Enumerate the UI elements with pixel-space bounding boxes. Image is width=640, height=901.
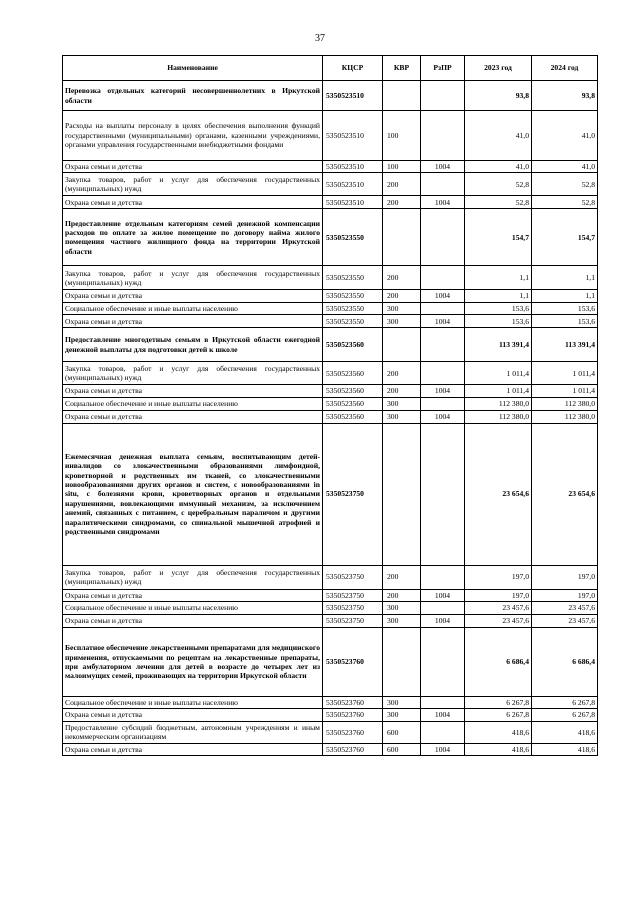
- row-value-2024: 6 267,8: [532, 697, 598, 709]
- row-kvr: 200: [383, 266, 421, 290]
- row-name: Закупка товаров, работ и услуг для обеспечения государственных (муниципальных) нужд: [63, 565, 323, 589]
- row-value-2024: 197,0: [532, 589, 598, 601]
- row-kvr: 100: [383, 161, 421, 173]
- row-value-2023: 41,0: [465, 161, 532, 173]
- row-kcsr: 5350523560: [323, 362, 383, 385]
- table-row: [63, 302, 598, 314]
- table-row: [63, 410, 598, 423]
- row-kvr: 600: [383, 743, 421, 755]
- row-name: Закупка товаров, работ и услуг для обеспечения государственных (муниципальных) нужд: [63, 362, 323, 385]
- row-kvr: 300: [383, 709, 421, 721]
- row-kcsr: 5350523750: [323, 615, 383, 628]
- row-kvr: 300: [383, 302, 421, 314]
- row-name: Предоставление отдельным категориям семей денежной компенсации расходов по оплате за жилое помещение по договору найма жилого помещения частного жилищного фонда на территории Иркутской области: [63, 209, 323, 266]
- row-name: Закупка товаров, работ и услуг для обеспечения государственных (муниципальных) нужд: [63, 266, 323, 290]
- row-value-2024: 418,6: [532, 743, 598, 755]
- row-value-2024: 418,6: [532, 721, 598, 743]
- row-value-2024: 41,0: [532, 111, 598, 161]
- row-value-2023: 418,6: [465, 721, 532, 743]
- table-row: [63, 328, 598, 362]
- row-kcsr: 5350523510: [323, 111, 383, 161]
- row-name: Охрана семьи и детства: [63, 615, 323, 628]
- row-kcsr: 5350523750: [323, 423, 383, 565]
- row-name: Ежемесячная денежная выплата семьям, воспитывающим детей-инвалидов со злокачественными образованиями лимфоидной, кроветворной и родственных им тканей, со злокачественными новообразованиями других органов и систем, с новообразованиями in situ, с болезнями крови, кроветворных органов и отдельными нарушениями, вовлекающими иммунный механизм, за исключением анемий, связанных с питанием, с церебральным параличом и другими паралитическими синдромами, со спинальной мышечной атрофией и родственными синдромами: [63, 423, 323, 565]
- table-row: [63, 709, 598, 721]
- row-kvr: 200: [383, 385, 421, 397]
- row-value-2023: 197,0: [465, 589, 532, 601]
- row-value-2024: 153,6: [532, 315, 598, 328]
- table-row: [63, 315, 598, 328]
- row-value-2024: 52,8: [532, 196, 598, 209]
- row-rzpr: 1004: [421, 385, 465, 397]
- row-rzpr: 1004: [421, 709, 465, 721]
- row-name: Охрана семьи и детства: [63, 315, 323, 328]
- table-row: [63, 290, 598, 302]
- table-row: [63, 362, 598, 385]
- row-kvr: 100: [383, 111, 421, 161]
- row-kcsr: 5350523560: [323, 410, 383, 423]
- table-row: [63, 589, 598, 601]
- table-row: [63, 697, 598, 709]
- header-2024: 2024 год: [532, 56, 598, 81]
- row-value-2023: 6 686,4: [465, 628, 532, 697]
- row-rzpr: [421, 328, 465, 362]
- row-value-2024: 93,8: [532, 81, 598, 111]
- row-kvr: 200: [383, 565, 421, 589]
- row-value-2024: 113 391,4: [532, 328, 598, 362]
- row-kvr: [383, 628, 421, 697]
- row-kcsr: 5350523760: [323, 743, 383, 755]
- row-kvr: 200: [383, 362, 421, 385]
- row-name: Расходы на выплаты персоналу в целях обеспечения выполнения функций государственными (муниципальными) органами, казенными учреждениями, органами управления государственными внебюджетными фондами: [63, 111, 323, 161]
- row-kvr: [383, 423, 421, 565]
- row-name: Охрана семьи и детства: [63, 196, 323, 209]
- row-value-2024: 112 380,0: [532, 410, 598, 423]
- row-name: Охрана семьи и детства: [63, 410, 323, 423]
- row-value-2023: 1 011,4: [465, 362, 532, 385]
- table-body: [63, 81, 598, 756]
- row-name: Социальное обеспечение и иные выплаты населению: [63, 302, 323, 314]
- table-row: [63, 81, 598, 111]
- row-rzpr: [421, 602, 465, 615]
- row-kcsr: 5350523510: [323, 196, 383, 209]
- row-name: Предоставление многодетным семьям в Иркутской области ежегодной денежной выплаты для подготовки детей к школе: [63, 328, 323, 362]
- row-name: Охрана семьи и детства: [63, 290, 323, 302]
- table-row: [63, 173, 598, 196]
- row-rzpr: [421, 111, 465, 161]
- row-name: Охрана семьи и детства: [63, 589, 323, 601]
- row-value-2023: 52,8: [465, 173, 532, 196]
- row-value-2023: 1,1: [465, 266, 532, 290]
- row-kcsr: 5350523550: [323, 266, 383, 290]
- row-value-2023: 93,8: [465, 81, 532, 111]
- budget-table: [62, 55, 598, 756]
- row-kvr: [383, 81, 421, 111]
- row-kvr: [383, 209, 421, 266]
- row-kvr: 200: [383, 589, 421, 601]
- row-value-2024: 23 457,6: [532, 615, 598, 628]
- row-rzpr: [421, 173, 465, 196]
- row-name: Социальное обеспечение и иные выплаты населению: [63, 397, 323, 410]
- table-row: [63, 196, 598, 209]
- row-kcsr: 5350523550: [323, 302, 383, 314]
- table-row: [63, 743, 598, 755]
- row-kvr: 300: [383, 697, 421, 709]
- row-name: Охрана семьи и детства: [63, 709, 323, 721]
- row-name: Охрана семьи и детства: [63, 161, 323, 173]
- row-value-2023: 23 457,6: [465, 602, 532, 615]
- row-rzpr: 1004: [421, 410, 465, 423]
- row-value-2023: 418,6: [465, 743, 532, 755]
- row-value-2024: 154,7: [532, 209, 598, 266]
- row-value-2024: 1 011,4: [532, 385, 598, 397]
- row-value-2023: 113 391,4: [465, 328, 532, 362]
- row-value-2023: 52,8: [465, 196, 532, 209]
- row-kcsr: 5350523760: [323, 628, 383, 697]
- row-kcsr: 5350523510: [323, 81, 383, 111]
- table-row: [63, 111, 598, 161]
- row-kvr: 200: [383, 196, 421, 209]
- row-kcsr: 5350523550: [323, 290, 383, 302]
- row-rzpr: 1004: [421, 589, 465, 601]
- row-value-2023: 154,7: [465, 209, 532, 266]
- row-rzpr: [421, 697, 465, 709]
- row-value-2023: 112 380,0: [465, 410, 532, 423]
- row-rzpr: [421, 81, 465, 111]
- row-kcsr: 5350523760: [323, 697, 383, 709]
- row-name: Закупка товаров, работ и услуг для обеспечения государственных (муниципальных) нужд: [63, 173, 323, 196]
- row-value-2023: 153,6: [465, 302, 532, 314]
- row-name: Охрана семьи и детства: [63, 743, 323, 755]
- row-value-2024: 41,0: [532, 161, 598, 173]
- row-rzpr: [421, 423, 465, 565]
- row-rzpr: [421, 721, 465, 743]
- row-rzpr: [421, 397, 465, 410]
- row-value-2024: 197,0: [532, 565, 598, 589]
- row-value-2024: 23 457,6: [532, 602, 598, 615]
- row-kcsr: 5350523510: [323, 161, 383, 173]
- table-row: [63, 565, 598, 589]
- row-kcsr: 5350523560: [323, 397, 383, 410]
- row-rzpr: [421, 628, 465, 697]
- table-row: [63, 423, 598, 565]
- table-row: [63, 615, 598, 628]
- row-rzpr: 1004: [421, 615, 465, 628]
- row-value-2023: 1 011,4: [465, 385, 532, 397]
- row-kcsr: 5350523560: [323, 328, 383, 362]
- row-value-2023: 23 654,6: [465, 423, 532, 565]
- row-value-2023: 197,0: [465, 565, 532, 589]
- table-row: [63, 397, 598, 410]
- row-value-2024: 112 380,0: [532, 397, 598, 410]
- row-rzpr: [421, 209, 465, 266]
- table-row: [63, 209, 598, 266]
- row-kcsr: 5350523550: [323, 209, 383, 266]
- row-value-2023: 6 267,8: [465, 709, 532, 721]
- table-row: [63, 721, 598, 743]
- header-2023: 2023 год: [465, 56, 532, 81]
- row-kcsr: 5350523750: [323, 602, 383, 615]
- table-row: [63, 161, 598, 173]
- header-rzpr: РзПР: [421, 56, 465, 81]
- table-row: [63, 266, 598, 290]
- row-value-2024: 6 686,4: [532, 628, 598, 697]
- table-header-row: [63, 56, 598, 81]
- row-kvr: 200: [383, 173, 421, 196]
- row-rzpr: [421, 266, 465, 290]
- table-row: [63, 628, 598, 697]
- row-value-2024: 1 011,4: [532, 362, 598, 385]
- row-value-2023: 112 380,0: [465, 397, 532, 410]
- row-kcsr: 5350523750: [323, 565, 383, 589]
- row-rzpr: [421, 565, 465, 589]
- row-kvr: 200: [383, 290, 421, 302]
- row-value-2024: 153,6: [532, 302, 598, 314]
- row-name: Социальное обеспечение и иные выплаты населению: [63, 602, 323, 615]
- row-value-2023: 1,1: [465, 290, 532, 302]
- header-name: Наименование: [63, 56, 323, 81]
- row-name: Перевозка отдельных категорий несовершеннолетних в Иркутской области: [63, 81, 323, 111]
- row-value-2024: 6 267,8: [532, 709, 598, 721]
- row-name: Предоставление субсидий бюджетным, автономным учреждениям и иным некоммерческим организациям: [63, 721, 323, 743]
- row-name: Социальное обеспечение и иные выплаты населению: [63, 697, 323, 709]
- row-value-2024: 23 654,6: [532, 423, 598, 565]
- row-kcsr: 5350523760: [323, 721, 383, 743]
- table-row: [63, 602, 598, 615]
- page-number: 37: [315, 33, 325, 44]
- row-value-2024: 1,1: [532, 266, 598, 290]
- row-kvr: 300: [383, 315, 421, 328]
- row-rzpr: 1004: [421, 290, 465, 302]
- row-value-2023: 153,6: [465, 315, 532, 328]
- row-kcsr: 5350523510: [323, 173, 383, 196]
- table-row: [63, 385, 598, 397]
- row-name: Бесплатное обеспечение лекарственными препаратами для медицинского применения, отпускаемыми по рецептам на лекарственные препараты, при амбулаторном лечении для детей в возрасте до четырех лет из малоимущих семей, проживающих на территории Иркутской области: [63, 628, 323, 697]
- row-rzpr: 1004: [421, 743, 465, 755]
- row-value-2023: 41,0: [465, 111, 532, 161]
- row-rzpr: 1004: [421, 161, 465, 173]
- row-name: Охрана семьи и детства: [63, 385, 323, 397]
- row-value-2024: 1,1: [532, 290, 598, 302]
- row-kcsr: 5350523560: [323, 385, 383, 397]
- row-kvr: 300: [383, 602, 421, 615]
- row-kcsr: 5350523550: [323, 315, 383, 328]
- row-rzpr: 1004: [421, 196, 465, 209]
- row-kcsr: 5350523750: [323, 589, 383, 601]
- header-kvr: КВР: [383, 56, 421, 81]
- row-value-2023: 6 267,8: [465, 697, 532, 709]
- row-kvr: 300: [383, 410, 421, 423]
- row-kvr: 600: [383, 721, 421, 743]
- row-rzpr: [421, 362, 465, 385]
- row-kvr: 300: [383, 397, 421, 410]
- header-kcsr: КЦСР: [323, 56, 383, 81]
- row-rzpr: [421, 302, 465, 314]
- row-value-2024: 52,8: [532, 173, 598, 196]
- row-rzpr: 1004: [421, 315, 465, 328]
- row-kvr: [383, 328, 421, 362]
- row-kcsr: 5350523760: [323, 709, 383, 721]
- row-kvr: 300: [383, 615, 421, 628]
- row-value-2023: 23 457,6: [465, 615, 532, 628]
